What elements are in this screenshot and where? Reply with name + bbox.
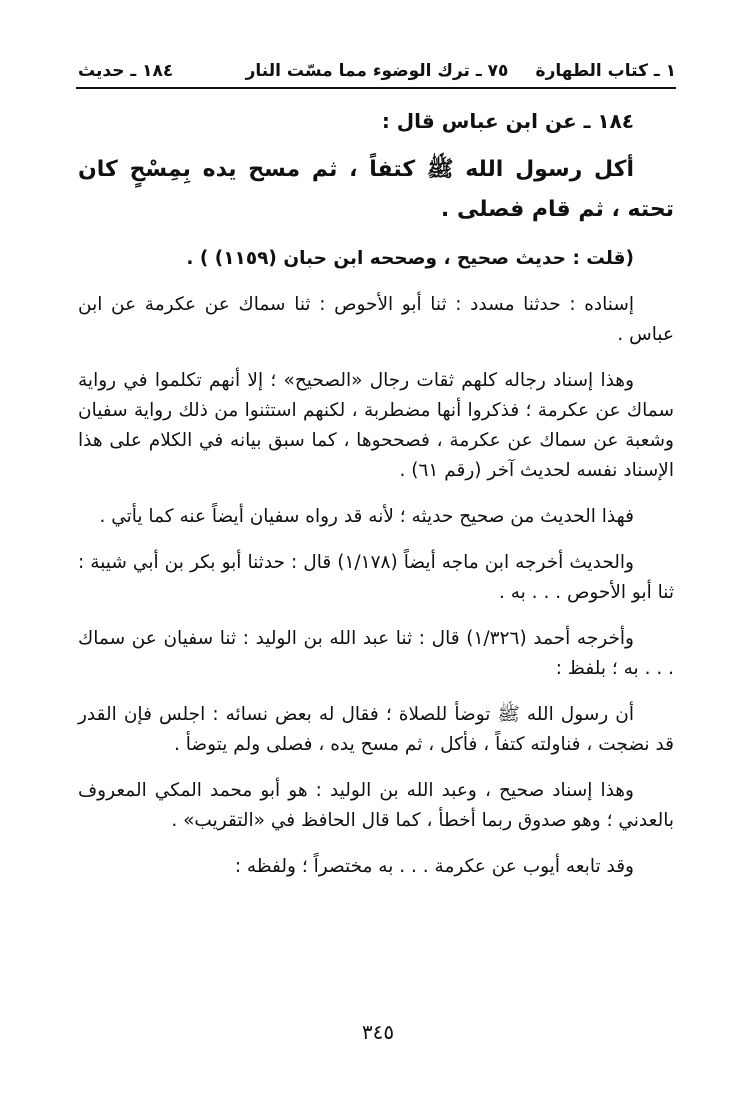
grading-note: (قلت : حديث صحيح ، وصححه ابن حبان (١١٥٩) ) . [186, 248, 634, 269]
paragraph-authenticity: فهذا الحديث من صحيح حديثه ؛ لأنه قد رواه سفيان أيضاً عنه كما يأتي . [99, 506, 634, 527]
header-chapter-title: ٧٥ ـ ترك الوضوء مما مسّت النار [245, 61, 509, 81]
paragraph-ibn-majah: والحديث أخرجه ابن ماجه أيضاً (١/١٧٨) قال : حدثنا أبو بكر بن أبي شيبة : ثنا أبو الأحوص . . . به . [78, 552, 674, 603]
paragraph-narrators: وهذا إسناد رجاله كلهم ثقات رجال «الصحيح» ؛ إلا أنهم تكلموا في رواية سماك عن عكرمة ؛ فذكروا أنها مضطربة ، لكنهم استثنوا من ذلك رواية سفيان وشعبة عن سماك عن عكرمة ، فصححوها ، كما سبق بيانه في الكلام على هذا الإسناد نفسه لحديث آخر (رقم ٦١) . [78, 370, 674, 481]
header-rule [76, 87, 676, 89]
paragraph-ahmad: وأخرجه أحمد (١/٣٢٦) قال : ثنا عبد الله بن الوليد : ثنا سفيان عن سماك . . . به ؛ بلفظ : [78, 628, 674, 679]
paragraph-ayyub: وقد تابعه أيوب عن عكرمة . . . به مختصراً ؛ ولفظه : [234, 856, 634, 877]
paragraph-abdullah-ibn-walid: وهذا إسناد صحيح ، وعبد الله بن الوليد : هو أبو محمد المكي المعروف بالعدني ؛ وهو صدوق ربما أخطأ ، كما قال الحافظ في «التقريب» . [78, 780, 674, 831]
header-book-title: ١ ـ كتاب الطهارة [535, 61, 676, 81]
paragraph-isnad: إسناده : حدثنا مسدد : ثنا أبو الأحوص : ثنا سماك عن عكرمة عن ابن عباس . [78, 294, 674, 345]
hadith-text: أكل رسول الله ﷺ كتفاً ، ثم مسح يده بِمِسْحٍ كان تحته ، ثم قام فصلى . [78, 157, 674, 222]
running-header [78, 58, 676, 84]
page-number: ٣٤٥ [361, 1020, 395, 1044]
header-hadith-number: ١٨٤ ـ حديث [78, 61, 174, 81]
page-body [78, 100, 674, 898]
hadith-title: ١٨٤ ـ عن ابن عباس قال : [381, 109, 634, 133]
paragraph-ahmad-wording: أن رسول الله ﷺ توضأ للصلاة ؛ فقال له بعض نسائه : اجلس فإن القدر قد نضجت ، فناولته كتفاً ، فأكل ، ثم مسح يده ، فصلى ولم يتوضأ . [78, 704, 674, 755]
